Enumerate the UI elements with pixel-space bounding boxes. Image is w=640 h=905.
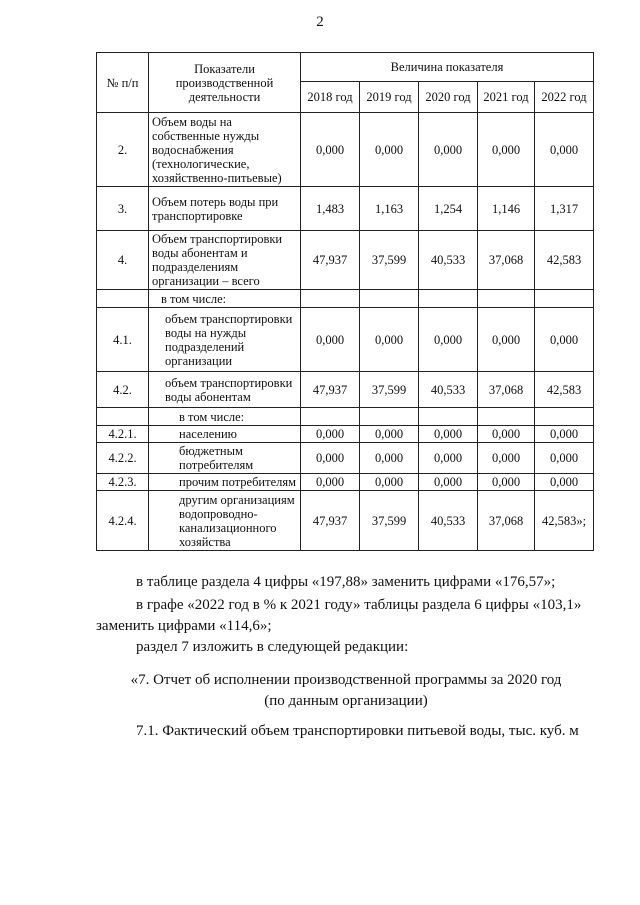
row-value-cell: 0,000 [419, 443, 478, 474]
row-number: 2. [97, 113, 149, 187]
row-value-cell: 47,937 [301, 372, 360, 408]
column-header-year: 2022 год [535, 82, 594, 113]
row-indicator-name: Объем транспортировки воды абонентам и подразделениям организации – всего [149, 231, 301, 290]
row-indicator-name: бюджетным потребителям [149, 443, 301, 474]
row-value-cell: 0,000 [478, 443, 535, 474]
row-value-cell: 0,000 [535, 113, 594, 187]
column-header-value: Величина показателя [301, 53, 594, 82]
table-row [97, 474, 594, 491]
table-row [97, 290, 594, 308]
row-value-cell: 47,937 [301, 491, 360, 551]
column-header-year: 2021 год [478, 82, 535, 113]
row-number [97, 290, 149, 308]
table-row [97, 426, 594, 443]
section-subtitle: (по данным организации) [264, 693, 428, 709]
row-value-cell: 0,000 [301, 443, 360, 474]
row-indicator-name: в том числе: [149, 290, 301, 308]
column-header-year: 2018 год [301, 82, 360, 113]
table-body [97, 113, 594, 551]
row-value-cell: 0,000 [301, 474, 360, 491]
row-value-cell: 0,000 [360, 426, 419, 443]
row-value-cell [301, 408, 360, 426]
row-value-cell: 42,583»; [535, 491, 594, 551]
row-number: 4.2.3. [97, 474, 149, 491]
row-value-cell: 0,000 [535, 426, 594, 443]
section-title: «7. Отчет об исполнении производственной программы за 2020 год [130, 672, 562, 688]
column-header-number: № п/п [97, 53, 149, 113]
row-number: 4.2. [97, 372, 149, 408]
row-value-cell [360, 408, 419, 426]
paragraph-section-7-intro: раздел 7 изложить в следующей редакции: [136, 639, 409, 655]
row-value-cell: 37,068 [478, 491, 535, 551]
column-header-year: 2019 год [360, 82, 419, 113]
row-value-cell: 0,000 [360, 308, 419, 372]
table-row [97, 443, 594, 474]
row-value-cell [535, 290, 594, 308]
row-value-cell: 40,533 [419, 372, 478, 408]
row-number: 4.2.1. [97, 426, 149, 443]
row-value-cell [419, 408, 478, 426]
row-value-cell: 40,533 [419, 231, 478, 290]
paragraph-amend-section-4: в таблице раздела 4 цифры «197,88» заменить цифрами «176,57»; [136, 574, 556, 590]
row-indicator-name: объем транспортировки воды абонентам [149, 372, 301, 408]
row-value-cell: 1,483 [301, 187, 360, 231]
row-number [97, 408, 149, 426]
row-value-cell: 37,599 [360, 372, 419, 408]
row-indicator-name: в том числе: [149, 408, 301, 426]
row-indicator-name: Объем потерь воды при транспортировке [149, 187, 301, 231]
table-row [97, 308, 594, 372]
table-row [97, 408, 594, 426]
column-header-indicator: Показатели производственной деятельности [149, 53, 301, 113]
row-indicator-name: Объем воды на собственные нужды водоснабжения (технологические, хозяйственно-питьевые) [149, 113, 301, 187]
row-value-cell: 37,068 [478, 231, 535, 290]
row-value-cell: 0,000 [360, 474, 419, 491]
row-number: 3. [97, 187, 149, 231]
row-value-cell: 40,533 [419, 491, 478, 551]
row-value-cell: 0,000 [419, 474, 478, 491]
indicators-table [96, 52, 594, 551]
table-row [97, 372, 594, 408]
row-value-cell: 37,599 [360, 491, 419, 551]
row-value-cell: 42,583 [535, 231, 594, 290]
paragraph-amend-section-6: в графе «2022 год в % к 2021 году» таблицы раздела 6 цифры «103,1» заменить цифрами «114,6»; [96, 597, 582, 634]
row-value-cell: 0,000 [419, 308, 478, 372]
subsection-heading: 7.1. Фактический объем транспортировки питьевой воды, тыс. куб. м [136, 723, 579, 739]
row-number: 4.2.4. [97, 491, 149, 551]
row-indicator-name: прочим потребителям [149, 474, 301, 491]
row-value-cell: 0,000 [478, 426, 535, 443]
row-value-cell: 0,000 [478, 113, 535, 187]
row-value-cell: 0,000 [419, 426, 478, 443]
row-value-cell: 1,163 [360, 187, 419, 231]
row-value-cell: 0,000 [535, 443, 594, 474]
row-value-cell: 0,000 [301, 308, 360, 372]
page-number: 2 [316, 14, 324, 30]
table-header-row [97, 53, 594, 82]
table-row [97, 187, 594, 231]
row-value-cell: 0,000 [535, 308, 594, 372]
row-indicator-name: объем транспортировки воды на нужды подразделений организации [149, 308, 301, 372]
row-indicator-name: населению [149, 426, 301, 443]
table-row [97, 113, 594, 187]
row-number: 4.1. [97, 308, 149, 372]
row-value-cell: 0,000 [360, 443, 419, 474]
row-value-cell: 1,317 [535, 187, 594, 231]
row-value-cell [360, 290, 419, 308]
row-value-cell: 0,000 [301, 426, 360, 443]
row-value-cell: 42,583 [535, 372, 594, 408]
row-value-cell: 47,937 [301, 231, 360, 290]
row-value-cell [478, 290, 535, 308]
row-value-cell [301, 290, 360, 308]
table-row [97, 491, 594, 551]
row-value-cell: 0,000 [419, 113, 478, 187]
row-value-cell [535, 408, 594, 426]
column-header-year: 2020 год [419, 82, 478, 113]
row-value-cell: 0,000 [360, 113, 419, 187]
row-value-cell: 0,000 [301, 113, 360, 187]
row-value-cell: 0,000 [478, 474, 535, 491]
row-indicator-name: другим организациям водопроводно-канализационного хозяйства [149, 491, 301, 551]
row-value-cell: 1,254 [419, 187, 478, 231]
row-value-cell: 0,000 [478, 308, 535, 372]
row-value-cell: 0,000 [535, 474, 594, 491]
row-value-cell: 37,068 [478, 372, 535, 408]
table-row [97, 231, 594, 290]
row-value-cell: 1,146 [478, 187, 535, 231]
row-value-cell: 37,599 [360, 231, 419, 290]
row-value-cell [419, 290, 478, 308]
row-number: 4.2.2. [97, 443, 149, 474]
row-number: 4. [97, 231, 149, 290]
row-value-cell [478, 408, 535, 426]
